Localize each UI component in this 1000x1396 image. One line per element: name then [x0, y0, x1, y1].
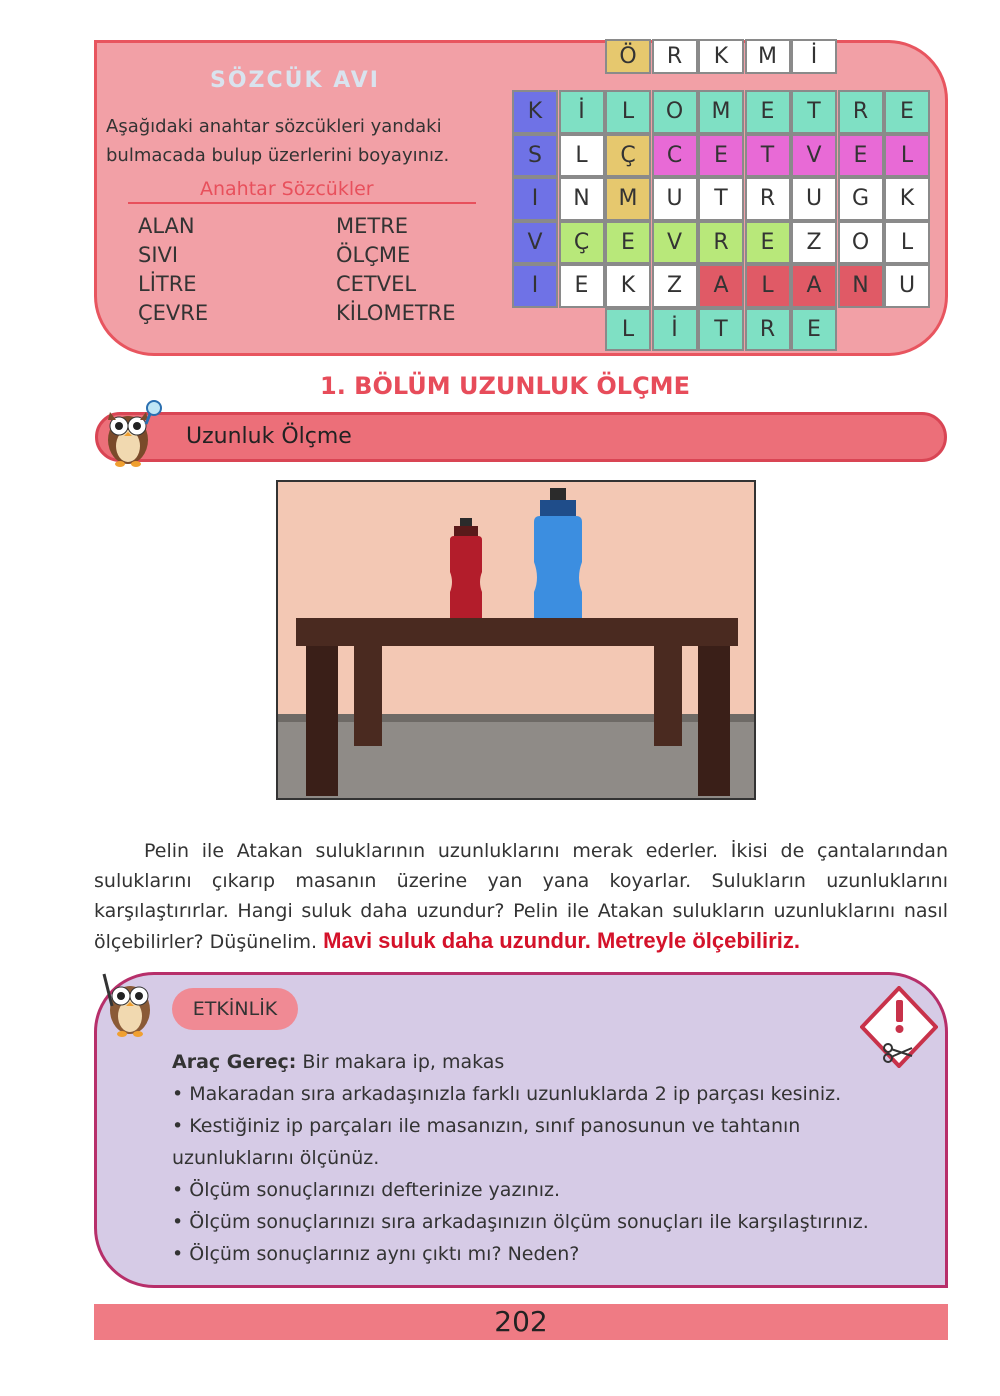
puzzle-instruction: Aşağıdaki anahtar sözcükleri yandaki bulmacada bulup üzerlerini boyayınız. [106, 116, 450, 166]
activity-content [120, 1046, 920, 1270]
section-subtitle: Uzunluk Ölçme [186, 424, 352, 449]
tools-label: Araç Gereç: [172, 1051, 297, 1073]
grid-cell: L [884, 134, 930, 178]
grid-cell: N [559, 177, 605, 221]
grid-cell: İ [559, 90, 605, 134]
activity-item: • Ölçüm sonuçlarınız aynı çıktı mı? Neden? [172, 1243, 580, 1265]
grid-cell: Ç [559, 221, 605, 265]
keyword: KİLOMETRE [336, 301, 456, 325]
grid-cell: I [512, 177, 558, 221]
grid-cell: A [698, 264, 744, 308]
grid-cell: R [745, 308, 791, 352]
water-bottles-illustration [276, 480, 756, 800]
grid-cell: U [652, 177, 698, 221]
keyword: ALAN [138, 214, 195, 238]
grid-cell: E [698, 134, 744, 178]
keyword: LİTRE [138, 272, 197, 296]
keywords-title: Anahtar Sözcükler [200, 178, 374, 200]
owl-teacher-icon [96, 966, 168, 1038]
keyword: METRE [336, 214, 409, 238]
grid-cell: V [512, 221, 558, 265]
grid-cell: O [652, 90, 698, 134]
grid-cell: E [884, 90, 930, 134]
keywords-right-list [336, 212, 456, 328]
grid-cell: V [652, 221, 698, 265]
grid-cell: L [559, 134, 605, 178]
grid-cell: S [512, 134, 558, 178]
keywords-left-list [138, 212, 208, 328]
grid-cell: K [698, 39, 744, 75]
grid-cell: C [652, 134, 698, 178]
grid-cell: Z [652, 264, 698, 308]
grid-cell: G [838, 177, 884, 221]
keywords-divider [128, 202, 476, 204]
grid-cell: T [698, 177, 744, 221]
grid-cell: V [791, 134, 837, 178]
keyword: CETVEL [336, 272, 417, 296]
grid-cell: T [698, 308, 744, 352]
grid-cell: O [838, 221, 884, 265]
grid-cell: İ [791, 39, 837, 75]
grid-cell: E [791, 308, 837, 352]
owl-mascot-icon [96, 396, 166, 468]
activity-item: • Kestiğiniz ip parçaları ile masanızın, sınıf panosunun ve tahtanın uzunluklarını ölçünüz. [172, 1115, 801, 1169]
grid-cell: İ [652, 308, 698, 352]
tools-value: Bir makara ip, makas [296, 1051, 505, 1073]
grid-cell: N [838, 264, 884, 308]
grid-cell: R [652, 39, 698, 75]
grid-cell: K [884, 177, 930, 221]
activity-item-text: Kestiğiniz ip parçaları ile masanızın, sınıf panosunun ve tahtanın uzunluklarını ölçünüz. [172, 1115, 801, 1169]
activity-item-text: Makaradan sıra arkadaşınızla farklı uzunluklarda 2 ip parçası kesiniz. [189, 1083, 842, 1105]
grid-cell: K [605, 264, 651, 308]
grid-cell: T [745, 134, 791, 178]
grid-cell: U [884, 264, 930, 308]
story-paragraph [94, 836, 948, 957]
grid-cell: L [884, 221, 930, 265]
keyword: ÖLÇME [336, 243, 411, 267]
activity-item-text: Ölçüm sonuçlarınız aynı çıktı mı? Neden? [189, 1243, 580, 1265]
grid-cell: R [838, 90, 884, 134]
activity-item: • Ölçüm sonuçlarınızı defterinize yazınız. [172, 1179, 561, 1201]
grid-cell: I [512, 264, 558, 308]
activity-item: • Makaradan sıra arkadaşınızla farklı uzunluklarda 2 ip parçası kesiniz. [172, 1083, 842, 1105]
paragraph-text: Pelin ile Atakan suluklarının uzunluklarını merak ederler. İkisi de çantalarından suluklarını çıkarıp masanın üzerine yan yana koyarlar. Sulukların uzunluklarını karşılaştırırlar. Hangi suluk daha uzundur? Pelin ile Atakan sulukların uzunluklarını nasıl ölçebilirler? Düşünelim. [94, 840, 948, 953]
handwritten-answer: Mavi suluk daha uzundur. Metreyle ölçebiliriz. [323, 928, 800, 953]
grid-cell: E [745, 90, 791, 134]
grid-cell: A [791, 264, 837, 308]
activity-item-text: Ölçüm sonuçlarınızı sıra arkadaşınızın ölçüm sonuçları ile karşılaştırınız. [189, 1211, 869, 1233]
grid-cell: M [605, 177, 651, 221]
keyword: ÇEVRE [138, 301, 209, 325]
grid-cell: L [745, 264, 791, 308]
grid-cell: Z [791, 221, 837, 265]
grid-cell: L [605, 90, 651, 134]
grid-cell: Ö [605, 39, 651, 75]
tools-line [120, 1046, 920, 1078]
grid-cell: K [512, 90, 558, 134]
activity-item-text: Ölçüm sonuçlarınızı defterinize yazınız. [189, 1179, 561, 1201]
grid-cell: M [745, 39, 791, 75]
grid-cell: E [559, 264, 605, 308]
grid-cell: R [745, 177, 791, 221]
grid-cell: L [605, 308, 651, 352]
activity-item: • Ölçüm sonuçlarınızı sıra arkadaşınızın ölçüm sonuçları ile karşılaştırınız. [172, 1211, 869, 1233]
grid-cell: R [698, 221, 744, 265]
grid-cell: E [745, 221, 791, 265]
keyword: SIVI [138, 243, 179, 267]
page-number: 202 [494, 1305, 548, 1338]
grid-cell: E [838, 134, 884, 178]
grid-cell: U [791, 177, 837, 221]
grid-cell: E [605, 221, 651, 265]
puzzle-title: SÖZCÜK AVI [210, 68, 380, 93]
activity-label: ETKİNLİK [172, 988, 298, 1030]
section-title: 1. BÖLÜM UZUNLUK ÖLÇME [320, 372, 690, 400]
grid-cell: Ç [605, 134, 651, 178]
grid-cell: M [698, 90, 744, 134]
grid-cell: T [791, 90, 837, 134]
